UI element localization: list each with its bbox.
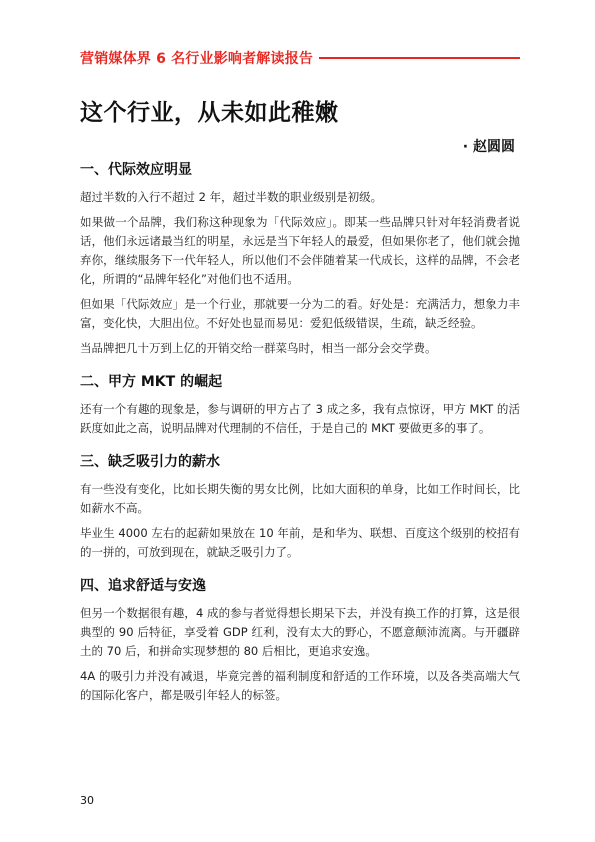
paragraph: 如果做一个品牌，我们称这种现象为「代际效应」。即某一些品牌只针对年轻消费者说话，他们永远诸最当红的明星，永远是当下年轻人的最爱，但如果你老了，他们就会抛弃你，继续服务下一代年轻人，所以他们不会伴随着某一代成长，这样的品牌，不会老化，所谓的“品牌年轻化”对他们也不适用。 <box>80 215 520 286</box>
section-heading: 四、追求舒适与安逸 <box>80 578 206 594</box>
header-divider <box>319 57 520 59</box>
paragraph: 当品牌把几十万到上亿的开销交给一群菜鸟时，相当一部分会交学费。 <box>80 341 437 355</box>
section-heading: 一、代际效应明显 <box>80 162 192 178</box>
article-body <box>80 158 520 711</box>
article-title: 这个行业，从未如此稚嫩 <box>80 100 339 126</box>
author-byline: · 赵圆圆 <box>462 139 515 155</box>
paragraph: 有一些没有变化，比如长期失衡的男女比例，比如大面积的单身，比如工作时间长，比如薪水不高。 <box>80 482 520 515</box>
paragraph: 但如果「代际效应」是一个行业，那就要一分为二的看。好处是：充满活力，想象力丰富，变化快，大胆出位。不好处也显而易见：爱犯低级错误，生疏，缺乏经验。 <box>80 297 520 330</box>
paragraph: 但另一个数据很有趣，4 成的参与者觉得想长期呆下去，并没有换工作的打算，这是很典型的 90 后特征，享受着 GDP 红利，没有太大的野心，不愿意颠沛流离。与开疆辟土的 70 后，和拼命实现梦想的 80 后相比，更追求安逸。 <box>80 606 520 658</box>
page-number: 30 <box>80 794 94 807</box>
paragraph: 超过半数的入行不超过 2 年，超过半数的职业级别是初级。 <box>80 190 383 204</box>
report-header <box>80 48 520 68</box>
section-heading: 二、甲方 MKT 的崛起 <box>80 374 223 390</box>
section-salary <box>80 450 520 562</box>
section-heading: 三、缺乏吸引力的薪水 <box>80 454 220 470</box>
section-comfort <box>80 574 520 705</box>
paragraph: 还有一个有趣的现象是，参与调研的甲方占了 3 成之多，我有点惊讶，甲方 MKT 的活跃度如此之高，说明品牌对代理制的不信任，于是自己的 MKT 要做更多的事了。 <box>80 402 520 435</box>
section-client-mkt-rise <box>80 370 520 438</box>
section-generation-effect <box>80 158 520 358</box>
paragraph: 4A 的吸引力并没有减退，毕竟完善的福利制度和舒适的工作环境，以及各类高端大气的国际化客户，都是吸引年轻人的标签。 <box>80 669 520 702</box>
paragraph: 毕业生 4000 左右的起薪如果放在 10 年前，是和华为、联想、百度这个级别的校招有的一拼的，可放到现在，就缺乏吸引力了。 <box>80 526 520 559</box>
report-header-title: 营销媒体界 6 名行业影响者解读报告 <box>80 51 314 67</box>
